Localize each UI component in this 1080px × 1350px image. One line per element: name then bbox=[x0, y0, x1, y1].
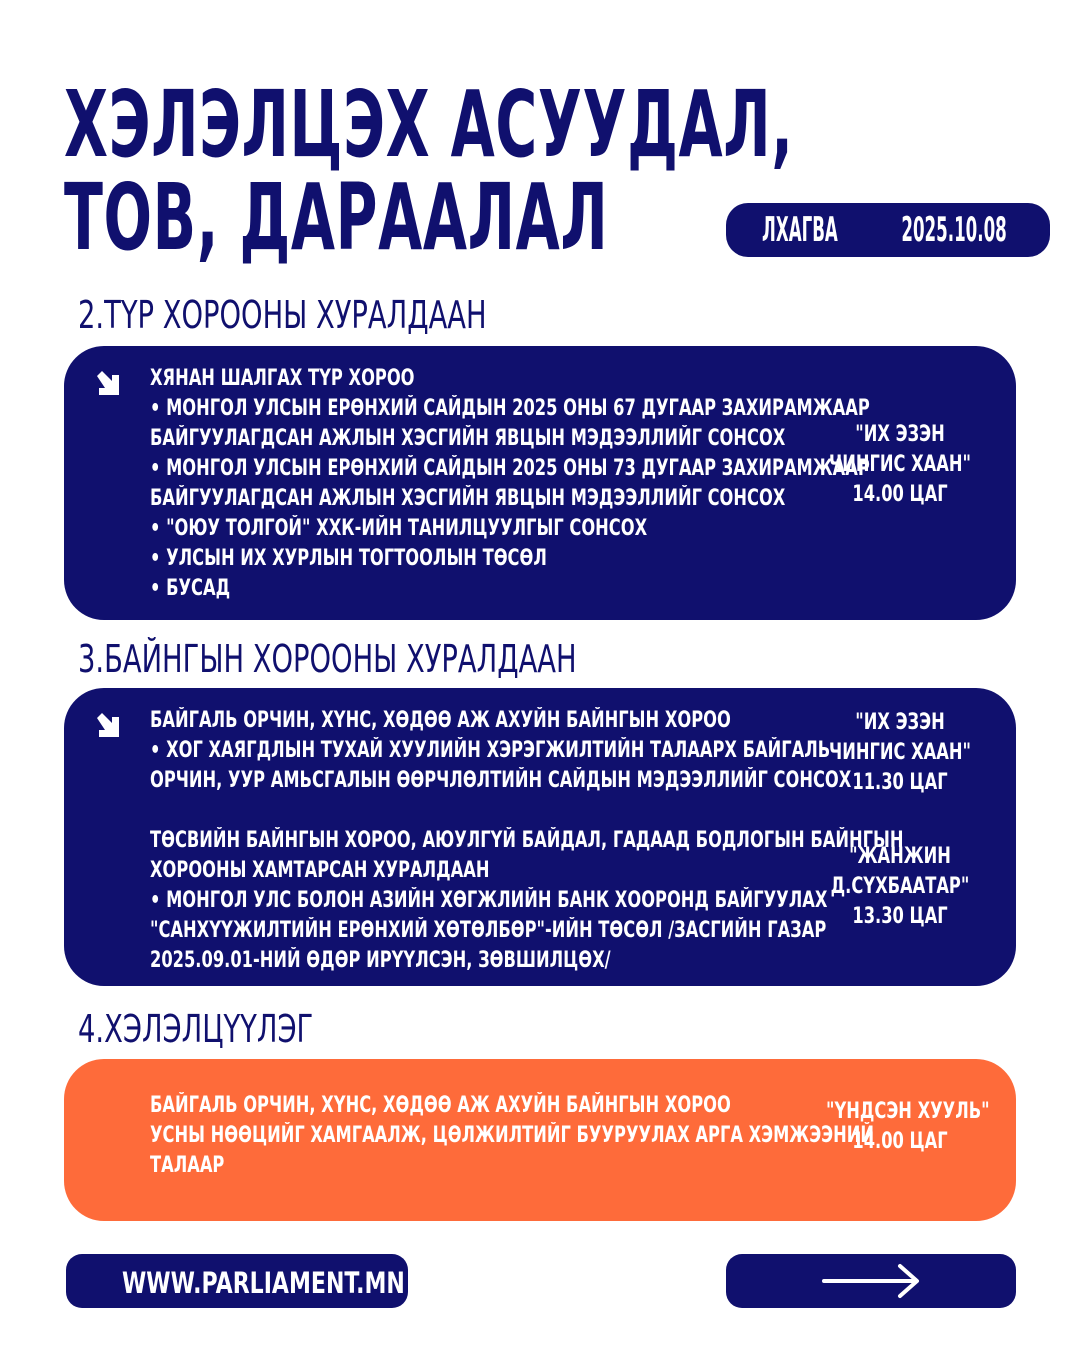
agenda-line: • УЛСЫН ИХ ХУРЛЫН ТОГТООЛЫН ТӨСӨЛ bbox=[150, 546, 547, 571]
down-right-arrow-icon bbox=[92, 368, 122, 398]
agenda-line: ОРЧИН, УУР АМЬСГАЛЫН ӨӨРЧЛӨЛТИЙН САЙДЫН МЭДЭЭЛЛИЙГ СОНСОХ bbox=[150, 768, 852, 793]
section-heading-discussion: 4.ХЭЛЭЛЦҮҮЛЭГ bbox=[78, 1007, 314, 1051]
agenda-line: ТАЛААР bbox=[150, 1153, 225, 1178]
agenda-line: БАЙГУУЛАГДСАН АЖЛЫН ХЭСГИЙН ЯВЦЫН МЭДЭЭЛЛИЙГ СОНСОХ bbox=[150, 426, 786, 451]
location-line: Д.СҮХБААТАР" bbox=[830, 874, 970, 899]
temporary-committee-card bbox=[64, 346, 1016, 620]
down-right-arrow-icon bbox=[92, 710, 122, 740]
committee-title: ХОРООНЫ ХАМТАРСАН ХУРАЛДААН bbox=[150, 858, 490, 883]
right-arrow-icon bbox=[822, 1263, 922, 1299]
location-time bbox=[800, 842, 1000, 932]
agenda-line: "САНХҮҮЖИЛТИЙН ЕРӨНХИЙ ХӨТӨЛБӨР"-ИЙН ТӨСӨЛ /ЗАСГИЙН ГАЗАР bbox=[150, 918, 827, 943]
location-line: "ИХ ЭЗЭН bbox=[855, 710, 945, 735]
location-time bbox=[800, 1097, 1000, 1157]
location-line: "ЖАНЖИН bbox=[849, 844, 951, 869]
date-badge bbox=[726, 203, 1050, 257]
agenda-line: 2025.09.01-НИЙ ӨДӨР ИРҮҮЛСЭН, ЗӨВШИЛЦӨХ/ bbox=[150, 948, 611, 973]
location-line: "ИХ ЭЗЭН bbox=[855, 422, 945, 447]
committee-title: ТӨСВИЙН БАЙНГЫН ХОРОО, АЮУЛГҮЙ БАЙДАЛ, ГАДААД БОДЛОГЫН БАЙНГЫН bbox=[150, 828, 904, 853]
committee-title: ХЯНАН ШАЛГАХ ТҮР ХОРОО bbox=[150, 366, 415, 391]
committee-title: БАЙГАЛЬ ОРЧИН, ХҮНС, ХӨДӨӨ АЖ АХУЙН БАЙНГЫН ХОРОО bbox=[150, 708, 731, 733]
location-line: ЧИНГИС ХААН" bbox=[829, 452, 971, 477]
agenda-line: • МОНГОЛ УЛС БОЛОН АЗИЙН ХӨГЖЛИЙН БАНК ХООРОНД БАЙГУУЛАХ bbox=[150, 888, 828, 913]
website-link[interactable] bbox=[66, 1254, 408, 1308]
page-title-line-1: ХЭЛЭЛЦЭХ АСУУДАЛ, bbox=[64, 71, 794, 178]
agenda-line: • "ОЮУ ТОЛГОЙ" ХХК-ИЙН ТАНИЛЦУУЛГЫГ СОНСОХ bbox=[150, 516, 648, 541]
time-line: 11.30 ЦАГ bbox=[852, 770, 948, 795]
committee-title: БАЙГАЛЬ ОРЧИН, ХҮНС, ХӨДӨӨ АЖ АХУЙН БАЙНГЫН ХОРОО bbox=[150, 1093, 731, 1118]
standing-committee-card bbox=[64, 688, 1016, 986]
time-line: 14.00 ЦАГ bbox=[852, 482, 948, 507]
page-title-line-2: ТОВ, ДАРААЛАЛ bbox=[64, 164, 609, 271]
discussion-card bbox=[64, 1059, 1016, 1221]
date-value: 2025.10.08 bbox=[901, 210, 1008, 250]
location-time bbox=[800, 708, 1000, 798]
agenda-line: БАЙГУУЛАГДСАН АЖЛЫН ХЭСГИЙН ЯВЦЫН МЭДЭЭЛЛИЙГ СОНСОХ bbox=[150, 486, 786, 511]
agenda-line: УСНЫ НӨӨЦИЙГ ХАМГААЛЖ, ЦӨЛЖИЛТИЙГ БУУРУУЛАХ АРГА ХЭМЖЭЭНИЙ bbox=[150, 1123, 874, 1148]
agenda-line: • МОНГОЛ УЛСЫН ЕРӨНХИЙ САЙДЫН 2025 ОНЫ 73 ДУГААР ЗАХИРАМЖААР bbox=[150, 456, 870, 481]
section-heading-temporary-committee: 2.ТҮР ХОРООНЫ ХУРАЛДААН bbox=[78, 293, 487, 337]
date-weekday: ЛХАГВА bbox=[762, 210, 839, 250]
time-line: 14.00 ЦАГ bbox=[852, 1129, 948, 1154]
agenda-line: • МОНГОЛ УЛСЫН ЕРӨНХИЙ САЙДЫН 2025 ОНЫ 67 ДУГААР ЗАХИРАМЖААР bbox=[150, 396, 870, 421]
website-url[interactable]: WWW.PARLIAMENT.MN bbox=[122, 1266, 405, 1300]
location-line: ЧИНГИС ХААН" bbox=[829, 740, 971, 765]
next-button[interactable] bbox=[726, 1254, 1016, 1308]
location-line: "ҮНДСЭН ХУУЛЬ" bbox=[826, 1099, 990, 1124]
section-heading-standing-committee: 3.БАЙНГЫН ХОРООНЫ ХУРАЛДААН bbox=[78, 637, 577, 681]
agenda-line: • ХОГ ХАЯГДЛЫН ТУХАЙ ХУУЛИЙН ХЭРЭГЖИЛТИЙН ТАЛААРХ БАЙГАЛЬ bbox=[150, 738, 831, 763]
location-time bbox=[800, 420, 1000, 510]
time-line: 13.30 ЦАГ bbox=[852, 904, 948, 929]
agenda-line: • БУСАД bbox=[150, 576, 231, 601]
